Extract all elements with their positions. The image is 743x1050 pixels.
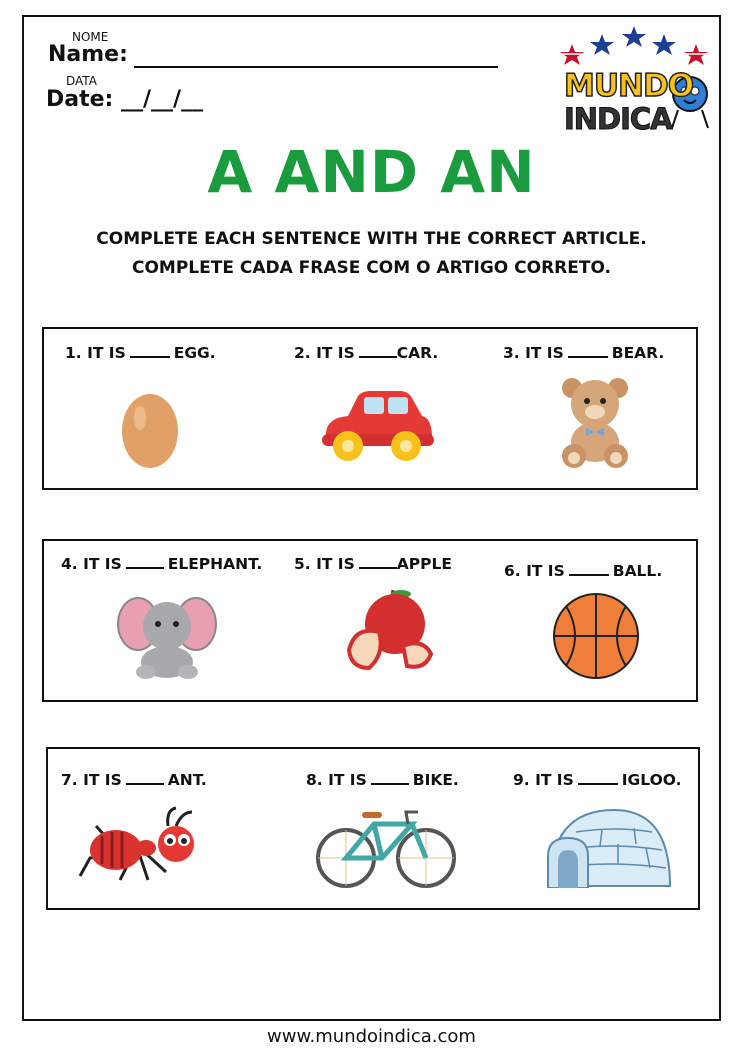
apple-icon [345,588,435,676]
teddy-bear-icon [558,376,632,470]
question-6: 6. IT IS BALL. [504,562,663,580]
date-label: Date: __/__/__ [46,87,204,112]
igloo-icon [546,806,672,888]
answer-blank-6[interactable] [569,560,609,576]
footer-url[interactable]: www.mundoindica.com [267,1026,476,1047]
answer-blank-3[interactable] [568,342,608,358]
answer-blank-8[interactable] [371,769,409,785]
name-field-line[interactable] [134,66,498,68]
question-2: 2. IT IS CAR. [294,344,439,362]
answer-blank-5[interactable] [359,553,397,569]
question-9: 9. IT IS IGLOO. [513,771,682,789]
elephant-icon [116,592,218,680]
ant-icon [76,806,202,884]
question-8: 8. IT IS BIKE. [306,771,459,789]
answer-blank-9[interactable] [578,769,618,785]
bicycle-icon [316,806,456,890]
logo-line2: INDICA [564,102,672,136]
answer-blank-4[interactable] [126,553,164,569]
question-5: 5. IT IS APPLE [294,555,452,573]
logo-line1: MUNDO [564,68,694,104]
question-7: 7. IT IS ANT. [61,771,207,789]
question-3: 3. IT IS BEAR. [503,344,665,362]
answer-blank-7[interactable] [126,769,164,785]
answer-blank-2[interactable] [359,342,397,358]
question-4: 4. IT IS ELEPHANT. [61,555,263,573]
name-small-label: NOME [72,30,109,44]
car-icon [318,388,436,464]
answer-blank-1[interactable] [130,342,170,358]
basketball-icon [552,592,640,680]
question-1: 1. IT IS EGG. [65,344,216,362]
egg-icon [118,388,182,470]
date-small-label: DATA [66,74,97,88]
page-title: A AND AN [207,138,536,206]
brand-logo [558,24,723,136]
instruction-pt: COMPLETE CADA FRASE COM O ARTIGO CORRETO. [131,258,612,278]
instruction-en: COMPLETE EACH SENTENCE WITH THE CORRECT ARTICLE. [96,229,647,249]
name-label: Name: [48,42,128,67]
